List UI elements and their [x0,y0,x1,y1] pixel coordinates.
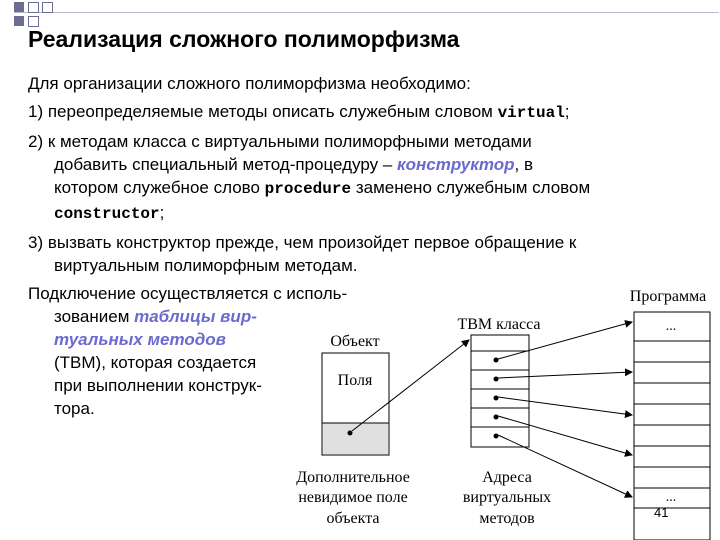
tvm-dot [494,415,499,420]
page-number: 41 [654,505,669,520]
hidden-field-caption-line: объекта [326,510,380,527]
tvm-dot [494,434,499,439]
program-label: Программа [629,288,707,305]
fields-label: Поля [337,372,373,389]
hidden-field-caption-line: Дополнительное [296,469,410,486]
program-ellipsis-bottom: ... [665,490,677,505]
tvm-dot [494,396,499,401]
tvm-label: ТВМ класса [457,316,541,333]
addresses-caption-line: методов [479,510,535,527]
term-constructor: конструктор [397,155,515,174]
hidden-field-caption-line: невидимое поле [298,489,408,506]
tvm-dot [494,358,499,363]
term-tvm-b: туальных методов [54,330,226,349]
item-3: 3) вызвать конструктор прежде, чем произойдет первое обращение к виртуальным полиморфным методам. [28,233,577,275]
item-2: 2) к методам класса с виртуальными полиморфными методами добавить специальный метод-процедуру – конструктор, в котором служебное слово procedure заменено служебным словом constructor; [28,132,591,223]
program-ellipsis-top: ... [665,319,677,334]
arrow-tvm-to-program [498,435,632,497]
keyword-virtual: virtual [497,104,565,122]
keyword-procedure: procedure [264,180,352,198]
tvm-box [471,335,529,447]
item-1: 1) переопределяемые методы описать служебным словом virtual; [28,102,570,122]
tvm-dot [494,377,499,382]
addresses-caption-line: виртуальных [462,489,552,506]
keyword-constructor: constructor [54,205,160,223]
intro-line: Для организации сложного полиморфизма необходимо: [28,74,471,93]
slide-title: Реализация сложного полиморфизма [28,26,460,52]
hidden-field-dot [348,431,353,436]
program-box [634,312,710,540]
object-label: Объект [330,333,380,350]
connection-paragraph: Подключение осуществляется с исполь- зованием таблицы вир- туальных методов (ТВМ), которая создается при выполнении конструк- тора. [28,284,348,418]
addresses-caption-line: Адреса [482,469,532,486]
term-tvm-a: таблицы вир- [134,307,257,326]
